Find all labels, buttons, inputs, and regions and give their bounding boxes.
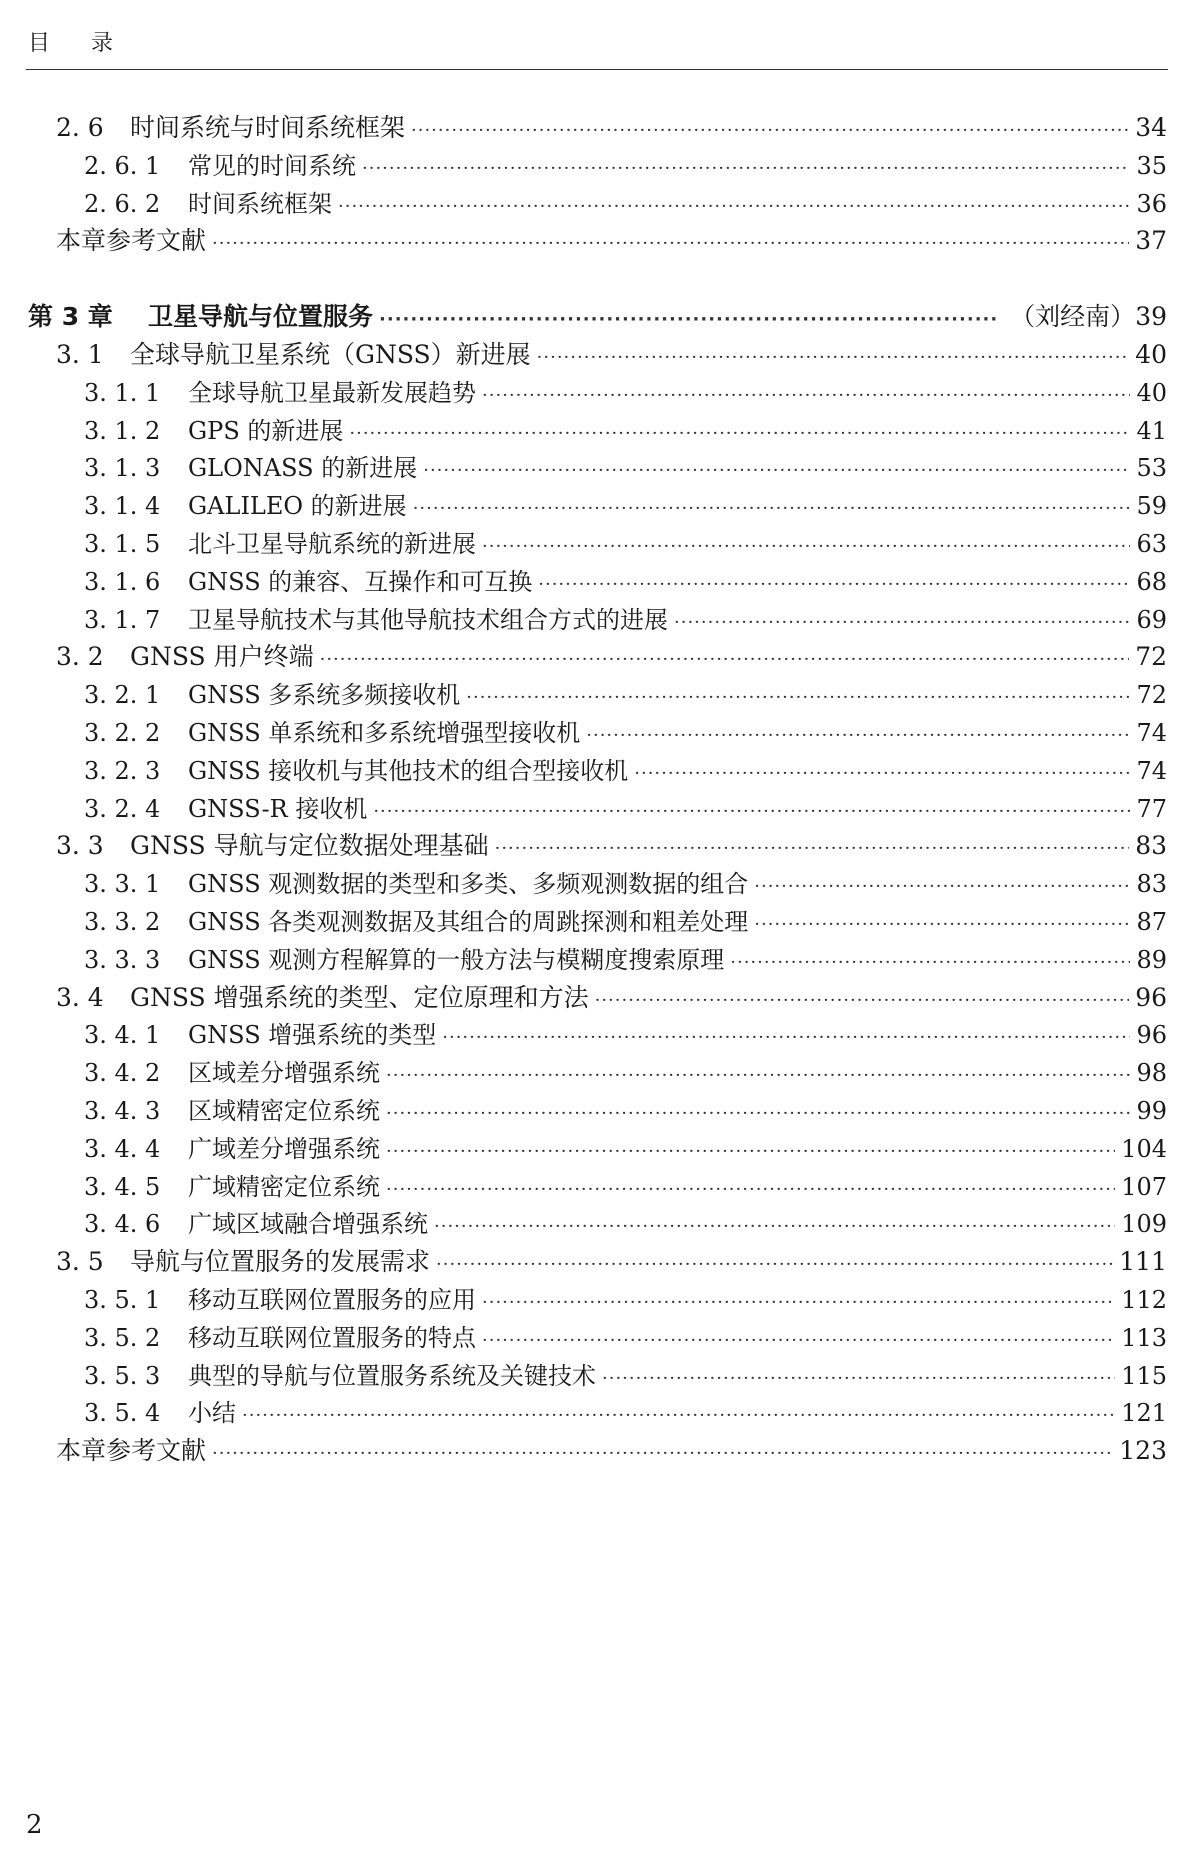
entry-title: 广域区域融合增强系统 bbox=[188, 1210, 428, 1238]
running-head-part1: 目 bbox=[28, 31, 51, 56]
entry-title: GNSS 增强系统的类型 bbox=[188, 1021, 437, 1049]
toc-entry[interactable] bbox=[0, 297, 1167, 337]
toc-entry[interactable] bbox=[0, 1091, 1167, 1131]
entry-title: 本章参考文献 bbox=[56, 1436, 207, 1465]
dot-leader bbox=[413, 489, 1131, 529]
toc-entry[interactable] bbox=[0, 562, 1167, 602]
dot-leader bbox=[537, 338, 1130, 378]
entry-page-number: 40 bbox=[1136, 379, 1167, 407]
entry-page-number: 37 bbox=[1135, 226, 1167, 255]
entry-page-number: 83 bbox=[1136, 870, 1167, 898]
entry-number: 3. 1. 7 bbox=[84, 606, 161, 634]
entry-page-number: 96 bbox=[1135, 983, 1167, 1012]
dot-leader bbox=[434, 1207, 1115, 1247]
entry-number: 2. 6. 2 bbox=[84, 190, 161, 218]
entry-number: 3. 2. 1 bbox=[84, 681, 161, 709]
dot-leader bbox=[495, 829, 1130, 869]
entry-page-number: 59 bbox=[1136, 492, 1167, 520]
entry-page-number: 40 bbox=[1135, 340, 1167, 369]
dot-leader bbox=[538, 565, 1130, 605]
toc-entry[interactable] bbox=[0, 637, 1167, 677]
toc-entry[interactable] bbox=[0, 1204, 1167, 1244]
entry-title: GNSS 的兼容、互操作和可互换 bbox=[188, 568, 533, 596]
entry-title: 卫星导航与位置服务 bbox=[148, 302, 374, 331]
entry-page-number: 109 bbox=[1121, 1210, 1167, 1238]
entry-page-number: 74 bbox=[1136, 757, 1167, 785]
dot-leader bbox=[386, 1094, 1130, 1134]
toc-entry[interactable] bbox=[0, 1431, 1167, 1471]
toc-entry[interactable] bbox=[0, 1356, 1167, 1396]
entry-page-number: 87 bbox=[1136, 908, 1167, 936]
running-head-part2: 录 bbox=[91, 31, 114, 56]
entry-page-number: 39 bbox=[1135, 302, 1167, 331]
dot-leader bbox=[482, 376, 1130, 416]
entry-number: 3. 5. 4 bbox=[84, 1399, 161, 1427]
entry-page-number: 89 bbox=[1136, 946, 1167, 974]
entry-number: 3. 1. 5 bbox=[84, 530, 161, 558]
dot-leader bbox=[482, 527, 1130, 567]
dot-leader bbox=[379, 300, 998, 340]
entry-number: 3. 3. 3 bbox=[84, 946, 161, 974]
entry-title: GNSS 导航与定位数据处理基础 bbox=[130, 831, 489, 860]
entry-title: GNSS 观测数据的类型和多类、多频观测数据的组合 bbox=[188, 870, 749, 898]
dot-leader bbox=[320, 640, 1130, 680]
toc-entry[interactable] bbox=[0, 448, 1167, 488]
entry-page-number: 63 bbox=[1136, 530, 1167, 558]
entry-title: GNSS-R 接收机 bbox=[188, 795, 368, 823]
dot-leader bbox=[754, 905, 1130, 945]
entry-title: 典型的导航与位置服务系统及关键技术 bbox=[188, 1362, 596, 1390]
entry-number: 3. 5. 2 bbox=[84, 1324, 161, 1352]
entry-page-number: 77 bbox=[1136, 795, 1167, 823]
toc-entry[interactable] bbox=[0, 411, 1167, 451]
entry-number: 3. 1 bbox=[56, 340, 104, 369]
entry-title: 广域精密定位系统 bbox=[188, 1173, 380, 1201]
entry-title: 广域差分增强系统 bbox=[188, 1135, 380, 1163]
entry-number: 3. 1. 1 bbox=[84, 379, 161, 407]
dot-leader bbox=[436, 1245, 1113, 1285]
dot-leader bbox=[442, 1018, 1130, 1058]
running-head bbox=[28, 26, 113, 57]
toc-entry[interactable] bbox=[0, 713, 1167, 753]
toc-entry[interactable] bbox=[0, 902, 1167, 942]
dot-leader bbox=[730, 943, 1130, 983]
toc-entry[interactable] bbox=[0, 1242, 1167, 1282]
entry-title: 常见的时间系统 bbox=[188, 152, 356, 180]
entry-page-number: 34 bbox=[1135, 113, 1167, 142]
entry-title: 卫星导航技术与其他导航技术组合方式的进展 bbox=[188, 606, 668, 634]
toc-entry[interactable] bbox=[0, 1129, 1167, 1169]
entry-page-number: 36 bbox=[1136, 190, 1167, 218]
entry-number: 3. 4. 5 bbox=[84, 1173, 161, 1201]
dot-leader bbox=[586, 716, 1130, 756]
entry-number: 3. 1. 6 bbox=[84, 568, 161, 596]
entry-title: GNSS 单系统和多系统增强型接收机 bbox=[188, 719, 581, 747]
entry-title: 移动互联网位置服务的应用 bbox=[188, 1286, 476, 1314]
entry-number: 3. 5. 1 bbox=[84, 1286, 161, 1314]
entry-number: 2. 6 bbox=[56, 113, 104, 142]
entry-page-number: 35 bbox=[1136, 152, 1167, 180]
dot-leader bbox=[754, 867, 1130, 907]
entry-page-number: 96 bbox=[1136, 1021, 1167, 1049]
entry-title: GLONASS 的新进展 bbox=[188, 454, 418, 482]
dot-leader bbox=[634, 754, 1130, 794]
dot-leader bbox=[386, 1056, 1130, 1096]
dot-leader bbox=[423, 451, 1130, 491]
toc-entry[interactable] bbox=[0, 864, 1167, 904]
toc-entry[interactable] bbox=[0, 335, 1167, 375]
entry-page-number: 112 bbox=[1121, 1286, 1167, 1314]
toc-entry[interactable] bbox=[0, 600, 1167, 640]
dot-leader bbox=[212, 1434, 1113, 1474]
entry-page-number: 99 bbox=[1136, 1097, 1167, 1125]
entry-number: 3. 4. 2 bbox=[84, 1059, 161, 1087]
entry-number: 3. 4 bbox=[56, 983, 104, 1012]
entry-title: GNSS 接收机与其他技术的组合型接收机 bbox=[188, 757, 629, 785]
toc-entry[interactable] bbox=[0, 1015, 1167, 1055]
toc-entry[interactable] bbox=[0, 1053, 1167, 1093]
toc-entry[interactable] bbox=[0, 373, 1167, 413]
entry-page-number: 68 bbox=[1136, 568, 1167, 596]
entry-number: 3. 1. 2 bbox=[84, 417, 161, 445]
toc-entry[interactable] bbox=[0, 221, 1167, 261]
dot-leader bbox=[242, 1396, 1115, 1436]
entry-title: 区域差分增强系统 bbox=[188, 1059, 380, 1087]
entry-page-number: 72 bbox=[1135, 642, 1167, 671]
entry-number: 3. 3. 1 bbox=[84, 870, 161, 898]
entry-title: GNSS 多系统多频接收机 bbox=[188, 681, 461, 709]
entry-number: 第 3 章 bbox=[28, 302, 113, 331]
toc-entry[interactable] bbox=[0, 486, 1167, 526]
entry-title: GALILEO 的新进展 bbox=[188, 492, 407, 520]
entry-number: 3. 5 bbox=[56, 1247, 104, 1276]
entry-number: 3. 4. 4 bbox=[84, 1135, 161, 1163]
page-number: 2 bbox=[26, 1810, 43, 1840]
header-rule bbox=[26, 69, 1168, 70]
entry-number: 3. 1. 3 bbox=[84, 454, 161, 482]
toc-entry[interactable] bbox=[0, 1318, 1167, 1358]
entry-title: 北斗卫星导航系统的新进展 bbox=[188, 530, 476, 558]
entry-page-number: 83 bbox=[1135, 831, 1167, 860]
entry-title: GNSS 用户终端 bbox=[130, 642, 314, 671]
entry-title: 时间系统与时间系统框架 bbox=[130, 113, 406, 142]
dot-leader bbox=[362, 149, 1130, 189]
toc-entry[interactable] bbox=[0, 1167, 1167, 1207]
toc-entry[interactable] bbox=[0, 751, 1167, 791]
entry-page-number: 111 bbox=[1119, 1247, 1167, 1276]
chapter-author: （刘经南） bbox=[1010, 302, 1136, 331]
entry-title: 区域精密定位系统 bbox=[188, 1097, 380, 1125]
dot-leader bbox=[212, 224, 1129, 264]
entry-number: 3. 4. 3 bbox=[84, 1097, 161, 1125]
entry-page-number: 41 bbox=[1136, 417, 1167, 445]
entry-number: 3. 2. 2 bbox=[84, 719, 161, 747]
entry-title: 时间系统框架 bbox=[188, 190, 332, 218]
toc-entry[interactable] bbox=[0, 789, 1167, 829]
toc-entry[interactable] bbox=[0, 1393, 1167, 1433]
entry-number: 3. 3 bbox=[56, 831, 104, 860]
toc-entry[interactable] bbox=[0, 524, 1167, 564]
entry-page-number: 74 bbox=[1136, 719, 1167, 747]
toc-entry[interactable] bbox=[0, 146, 1167, 186]
entry-title: GPS 的新进展 bbox=[188, 417, 344, 445]
entry-number: 3. 1. 4 bbox=[84, 492, 161, 520]
entry-title: GNSS 增强系统的类型、定位原理和方法 bbox=[130, 983, 589, 1012]
entry-number: 3. 4. 6 bbox=[84, 1210, 161, 1238]
toc-entry[interactable] bbox=[0, 940, 1167, 980]
entry-page-number: 121 bbox=[1121, 1399, 1167, 1427]
entry-number: 3. 2 bbox=[56, 642, 104, 671]
dot-leader bbox=[411, 111, 1129, 151]
toc-entry[interactable] bbox=[0, 675, 1167, 715]
entry-page-number: 113 bbox=[1121, 1324, 1167, 1352]
entry-page-number: 115 bbox=[1121, 1362, 1167, 1390]
dot-leader bbox=[386, 1132, 1115, 1172]
entry-title: GNSS 各类观测数据及其组合的周跳探测和粗差处理 bbox=[188, 908, 749, 936]
dot-leader bbox=[482, 1321, 1115, 1361]
entry-number: 3. 5. 3 bbox=[84, 1362, 161, 1390]
entry-page-number: 123 bbox=[1119, 1436, 1167, 1465]
entry-title: GNSS 观测方程解算的一般方法与模糊度搜索原理 bbox=[188, 946, 725, 974]
entry-title: 全球导航卫星系统（GNSS）新进展 bbox=[130, 340, 531, 369]
entry-page-number: 72 bbox=[1136, 681, 1167, 709]
toc-entry[interactable] bbox=[0, 108, 1167, 148]
entry-page-number: 107 bbox=[1121, 1173, 1167, 1201]
entry-number: 3. 3. 2 bbox=[84, 908, 161, 936]
entry-page-number: 69 bbox=[1136, 606, 1167, 634]
entry-title: 移动互联网位置服务的特点 bbox=[188, 1324, 476, 1352]
entry-title: 全球导航卫星最新发展趋势 bbox=[188, 379, 476, 407]
toc-entry[interactable] bbox=[0, 826, 1167, 866]
toc-entry[interactable] bbox=[0, 1280, 1167, 1320]
entry-title: 本章参考文献 bbox=[56, 226, 207, 255]
dot-leader bbox=[466, 678, 1130, 718]
toc-entry[interactable] bbox=[0, 978, 1167, 1018]
entry-title: 小结 bbox=[188, 1399, 236, 1427]
entry-number: 3. 4. 1 bbox=[84, 1021, 161, 1049]
entry-page-number: 98 bbox=[1136, 1059, 1167, 1087]
dot-leader bbox=[482, 1283, 1115, 1323]
entry-page-number: 104 bbox=[1121, 1135, 1167, 1163]
entry-number: 3. 2. 4 bbox=[84, 795, 161, 823]
entry-number: 2. 6. 1 bbox=[84, 152, 161, 180]
entry-number: 3. 2. 3 bbox=[84, 757, 161, 785]
entry-title: 导航与位置服务的发展需求 bbox=[130, 1247, 431, 1276]
entry-page-number: 53 bbox=[1136, 454, 1167, 482]
toc-entry[interactable] bbox=[0, 184, 1167, 224]
